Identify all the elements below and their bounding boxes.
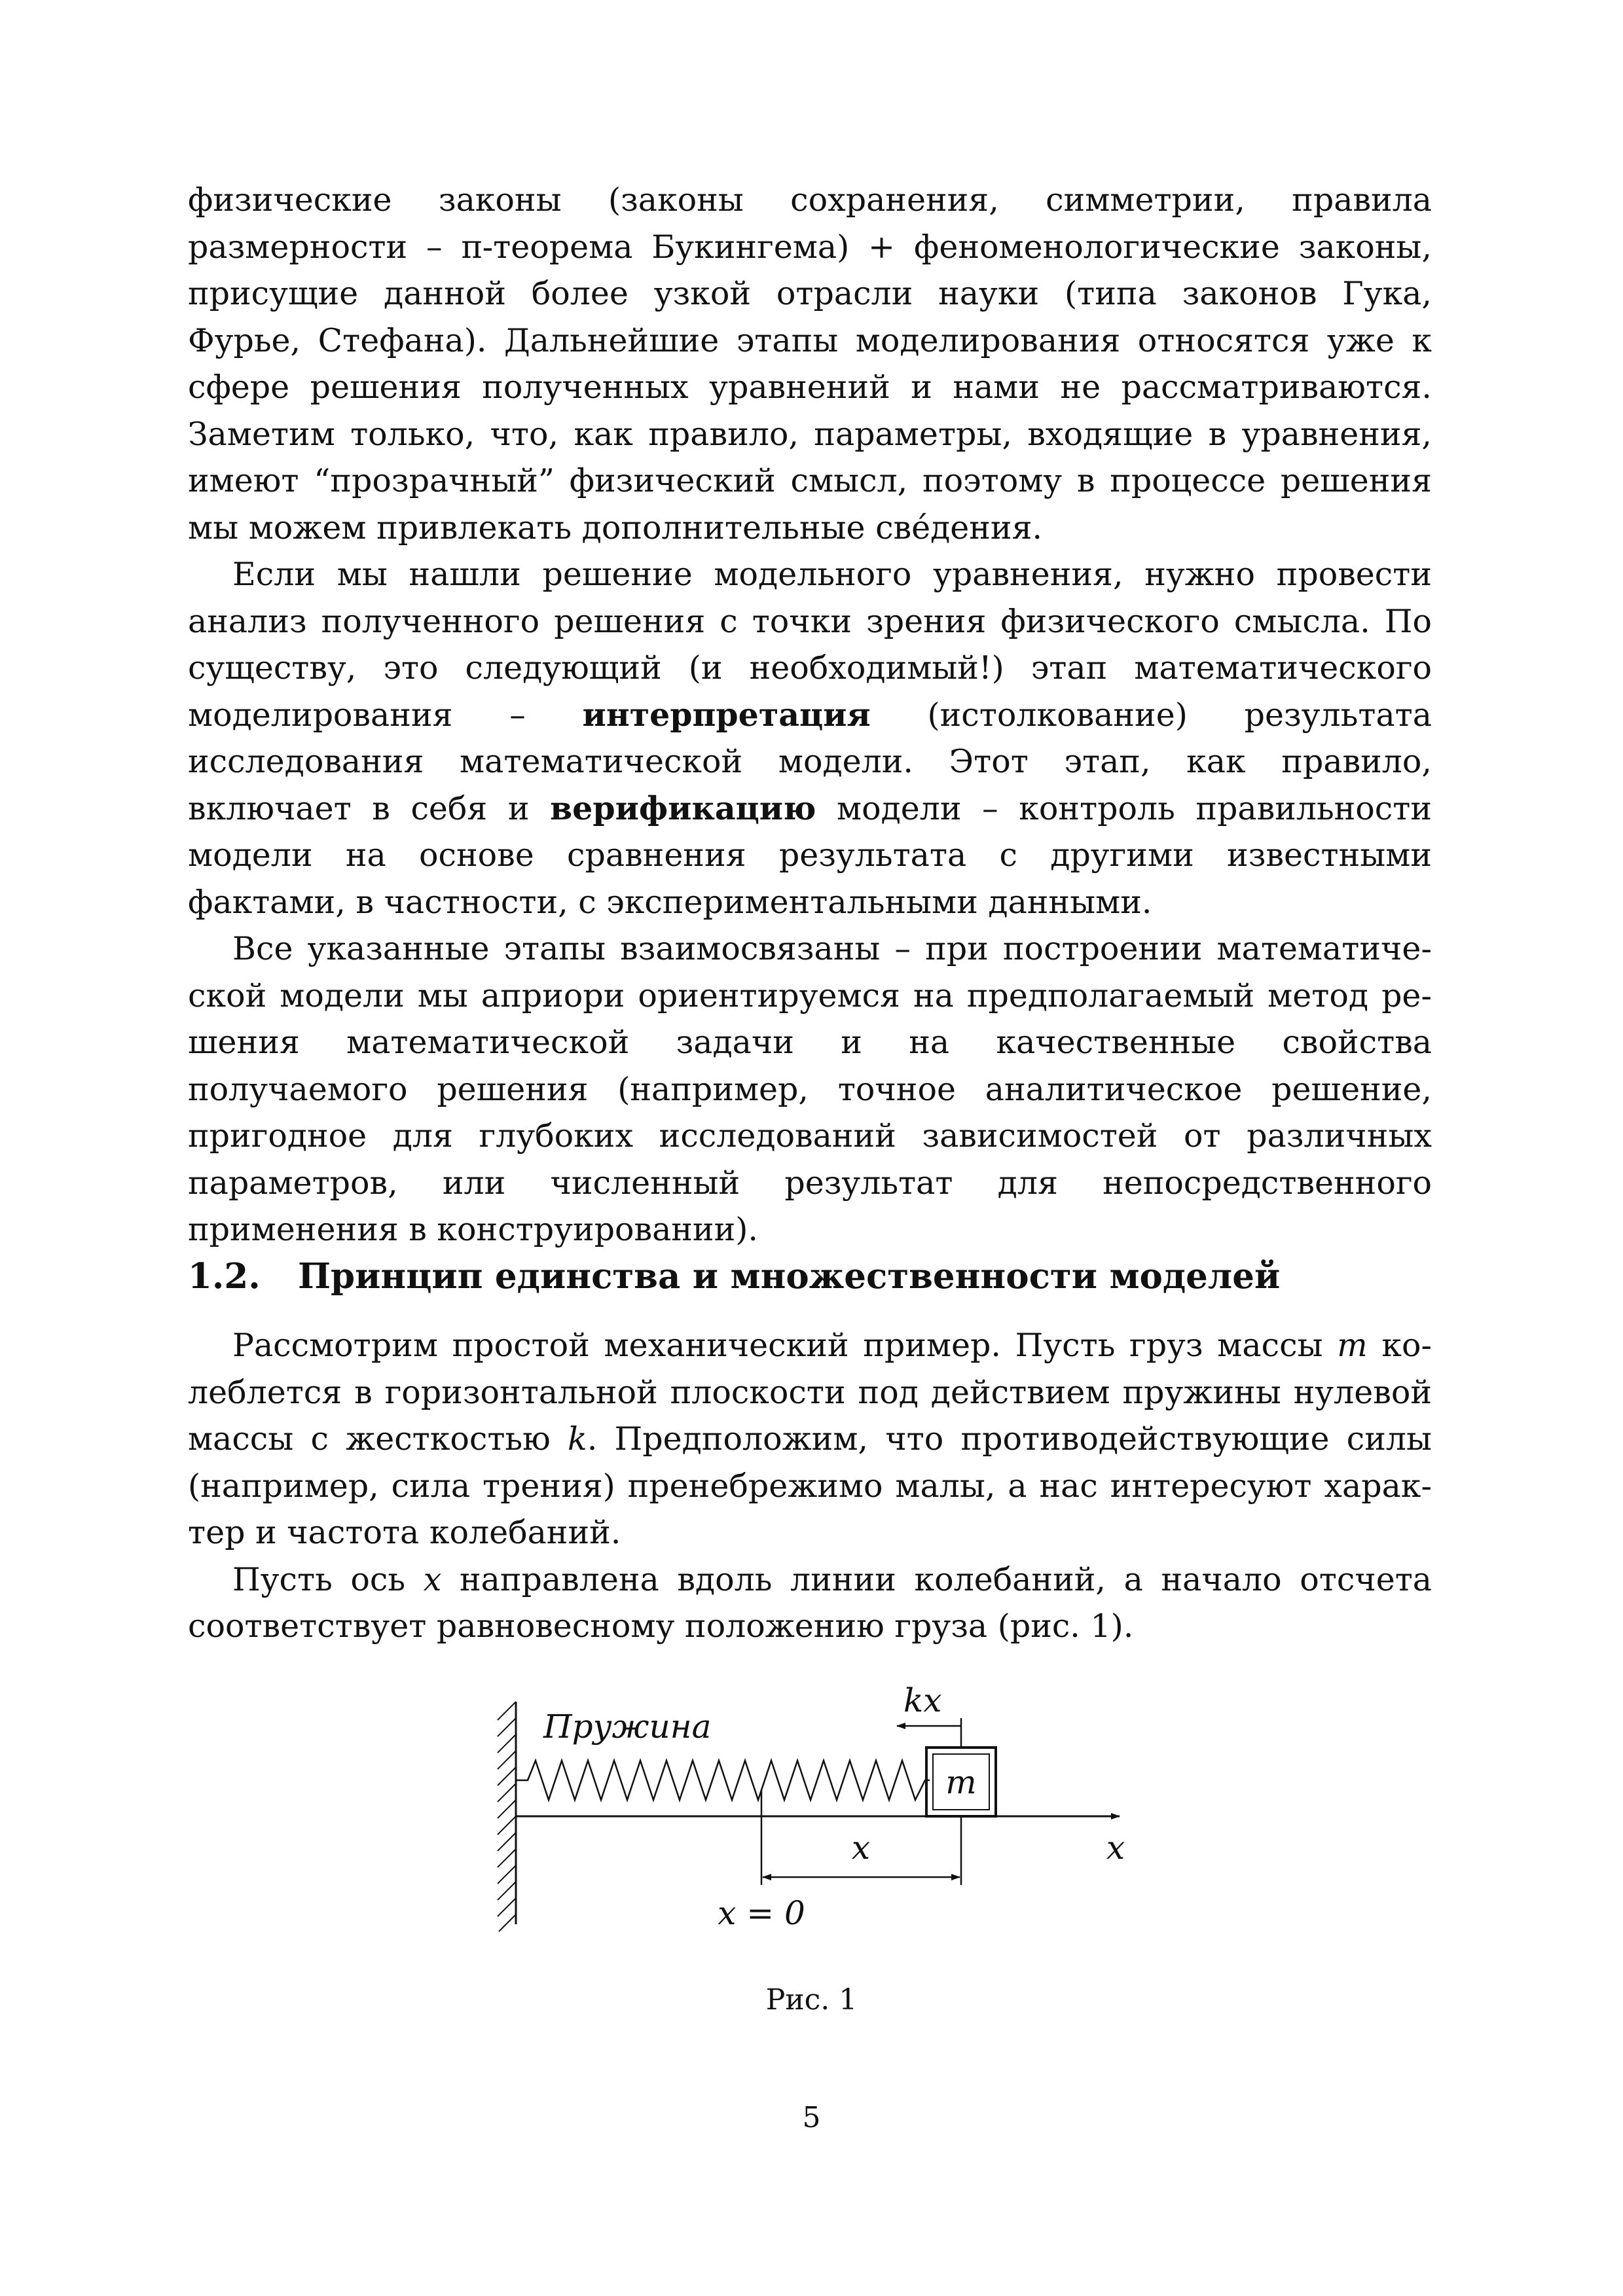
wall-hatching: [498, 1702, 516, 1931]
paragraph-2: [188, 551, 1432, 925]
math-m: m: [1337, 1327, 1368, 1364]
force-label: kx: [903, 1682, 942, 1719]
section-paragraph-1-part-b: колеблется в горизонтальной плоскости под действием пружины нулевой массы с жесткостью: [188, 1327, 1432, 1458]
spring-label: Пружина: [543, 1708, 712, 1746]
section-number: 1.2.: [188, 1256, 261, 1297]
intro-text: [188, 177, 1432, 1253]
term-verification: верификацию: [550, 789, 816, 827]
section-paragraph-2-part-b: направлена вдоль линии колебаний, а начало отсчета соответствует равновесному положению груза (рис. 1).: [188, 1560, 1432, 1645]
wall: [498, 1702, 516, 1931]
section-paragraph-2: [188, 1556, 1432, 1650]
spring-mass-figure: [0, 1682, 1623, 2009]
origin-label: x = 0: [718, 1894, 805, 1932]
paragraph-2-part-b: (истолкование) результата исследования математической модели. Этот этап, как правило, включает в себя и: [188, 696, 1432, 827]
paragraph-2-part-a: Если мы нашли решение модельного уравнения, нужно провести анализ полученного решения с точки зрения физического смысла. По существу, это следующий (и необходимый!) этап математического моделирования –: [188, 556, 1432, 734]
x-axis-label: x: [1106, 1829, 1125, 1867]
math-k: k: [568, 1420, 587, 1458]
math-x: x: [423, 1560, 442, 1598]
section-paragraph-1-part-c: . Предположим, что противодействующие силы (например, сила трения) пренебрежимо малы, а нас интересуют характер и частота колебаний.: [188, 1420, 1432, 1551]
paragraph-3: Все указанные этапы взаимосвязаны – при построении математической модели мы априори ориентируемся на предполагаемый метод решения математической задачи и на качественные свойства получаемого решения (например, точное аналитическое решение, пригодное для глубоких исследований зависимостей от различных параметров, или численный результат для непосредственного применения в конструировании).: [188, 930, 1432, 1248]
paragraph-1: физические законы (законы сохранения, симметрии, правила размерности – π-теорема Букингема) + феноменологические законы, присущие данной более узкой отрасли науки (типа законов Гука, Фурье, Стефана). Дальнейшие этапы моделирования относятся уже к сфере решения полученных уравнений и нами не рассматриваются. Заметим только, что, как правило, параметры, входящие в уравнения, имеют “прозрачный” физический смысл, поэтому в процессе решения мы можем привлекать дополнительные свéдения.: [188, 181, 1432, 547]
term-interpretation: интерпретация: [582, 695, 871, 734]
mass-label: m: [945, 1763, 977, 1801]
section-paragraph-1-part-a: Рассмотрим простой механический пример. Пусть груз массы: [232, 1327, 1338, 1364]
section-heading: [188, 1250, 1432, 1302]
figure-caption: Рис. 1: [765, 1983, 858, 2017]
paragraph-2-part-c: модели – контроль правильности модели на основе сравнения результата с другими известными фактами, в частности, с экспериментальными данными.: [188, 789, 1432, 921]
section-title: Принцип единства и множественности моделей: [298, 1256, 1281, 1297]
section-paragraph-1: [188, 1322, 1432, 1556]
section-text: [188, 1322, 1432, 1650]
mass-block: [926, 1748, 996, 1816]
section-paragraph-2-part-a: Пусть ось: [232, 1560, 424, 1598]
page-number: 5: [802, 2101, 821, 2134]
displacement-label: x: [851, 1829, 871, 1867]
spring: [516, 1761, 930, 1800]
